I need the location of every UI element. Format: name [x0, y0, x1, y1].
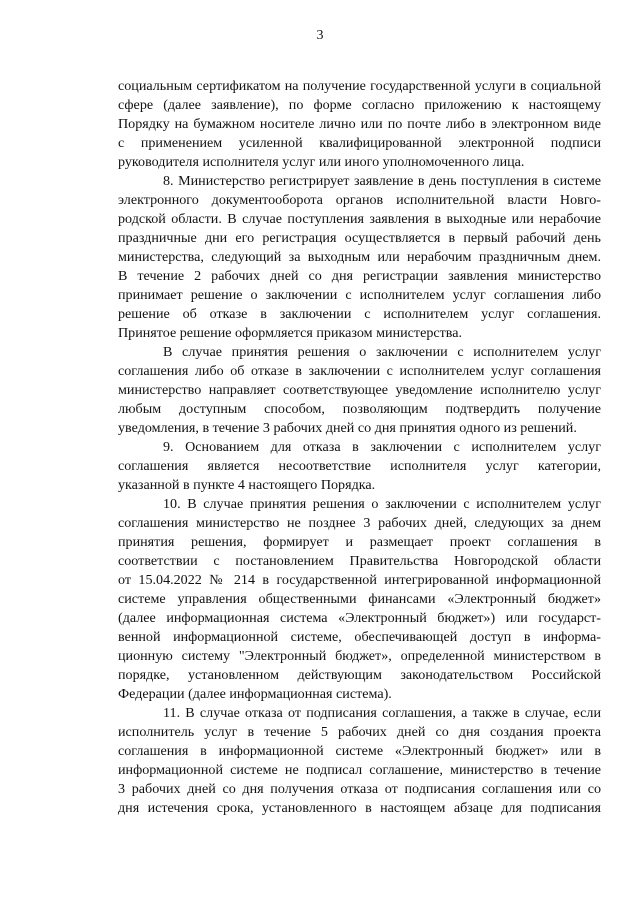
text-line: исполнитель услуг в течение 5 рабочих дней со дня создания проекта — [118, 724, 601, 740]
text-line: 9. Основанием для отказа в заключении с исполнителем услуг — [163, 439, 601, 455]
text-line: социальным сертификатом на получение государственной услуги в социальной — [118, 78, 601, 94]
text-line: уведомления, в течение 3 рабочих дней со дня принятия одного из решений. — [118, 420, 577, 436]
text-line: с применением усиленной квалифицированной электронной подписи — [118, 135, 601, 151]
text-line: порядке, установленном действующим законодательством Российской — [118, 667, 601, 683]
text-line: решение об отказе в заключении с исполнителем услуг соглашения. — [118, 306, 601, 322]
text-line: 3 рабочих дней со дня получения отказа от подписания соглашения или со — [118, 781, 601, 797]
text-line: В течение 2 рабочих дней со дня регистрации заявления министерство — [118, 268, 601, 284]
text-line: любым доступным способом, позволяющим подтвердить получение — [118, 401, 601, 417]
paragraph-p-8-2 — [118, 343, 601, 438]
text-line: соответствии с постановлением Правительства Новгородской области — [118, 553, 601, 569]
paragraph-p-9 — [118, 438, 601, 495]
page-number: 3 — [316, 28, 324, 43]
text-line: информационной системе не подписал соглашение, министерство в течение — [118, 762, 601, 778]
text-line: 11. В случае отказа от подписания соглашения, а также в случае, если — [163, 705, 601, 721]
text-line: электронного документооборота органов исполнительной власти Новго- — [118, 192, 601, 208]
text-line: Порядку на бумажном носителе лично или по почте либо в электронном виде — [118, 116, 601, 132]
text-line: 8. Министерство регистрирует заявление в день поступления в системе — [163, 173, 601, 189]
text-line: Принятое решение оформляется приказом министерства. — [118, 325, 463, 341]
paragraph-p-10 — [118, 495, 601, 704]
document-body — [118, 77, 601, 818]
text-line: Федерации (далее информационная система). — [118, 686, 392, 702]
text-line: родской области. В случае поступления заявления в выходные или нерабочие — [118, 211, 601, 227]
paragraph-p-11 — [118, 704, 601, 818]
text-line: от 15.04.2022 № 214 в государственной интегрированной информационной — [118, 572, 601, 588]
text-line: соглашения министерство не позднее 3 рабочих дней, следующих за днем — [118, 515, 601, 531]
paragraph-p-cont — [118, 77, 601, 172]
text-line: В случае принятия решения о заключении с исполнителем услуг — [163, 344, 601, 360]
text-line: соглашения либо об отказе в заключении с исполнителем услуг соглашения — [118, 363, 601, 379]
text-line: венной информационной системе, обеспечивающей доступ в информа- — [118, 629, 601, 645]
text-line: дня истечения срока, установленного в настоящем абзаце для подписания — [118, 800, 601, 816]
text-line: (далее информационная система «Электронный бюджет») или государст- — [118, 610, 601, 626]
text-line: 10. В случае принятия решения о заключении с исполнителем услуг — [163, 496, 601, 512]
text-line: министерства, следующий за выходным или нерабочим праздничным днем. — [118, 249, 601, 265]
text-line: сфере (далее заявление), по форме согласно приложению к настоящему — [118, 97, 601, 113]
text-line: указанной в пункте 4 настоящего Порядка. — [118, 477, 376, 493]
text-line: министерство направляет соответствующее уведомление исполнителю услуг — [118, 382, 601, 398]
text-line: принимает решение о заключении с исполнителем услуг соглашения либо — [118, 287, 601, 303]
text-line: праздничные дни его регистрация осуществляется в первый рабочий день — [118, 230, 601, 246]
text-line: соглашения в информационной системе «Электронный бюджет» или в — [118, 743, 601, 759]
text-line: руководителя исполнителя услуг или иного уполномоченного лица. — [118, 154, 525, 170]
paragraph-p-8 — [118, 172, 601, 343]
text-line: принятия решения, формирует и размещает проект соглашения в — [118, 534, 601, 550]
text-line: ционную систему "Электронный бюджет», определенной министерством в — [118, 648, 601, 664]
text-line: системе управления общественными финансами «Электронный бюджет» — [118, 591, 601, 607]
text-line: соглашения является несоответствие исполнителя услуг категории, — [118, 458, 601, 474]
